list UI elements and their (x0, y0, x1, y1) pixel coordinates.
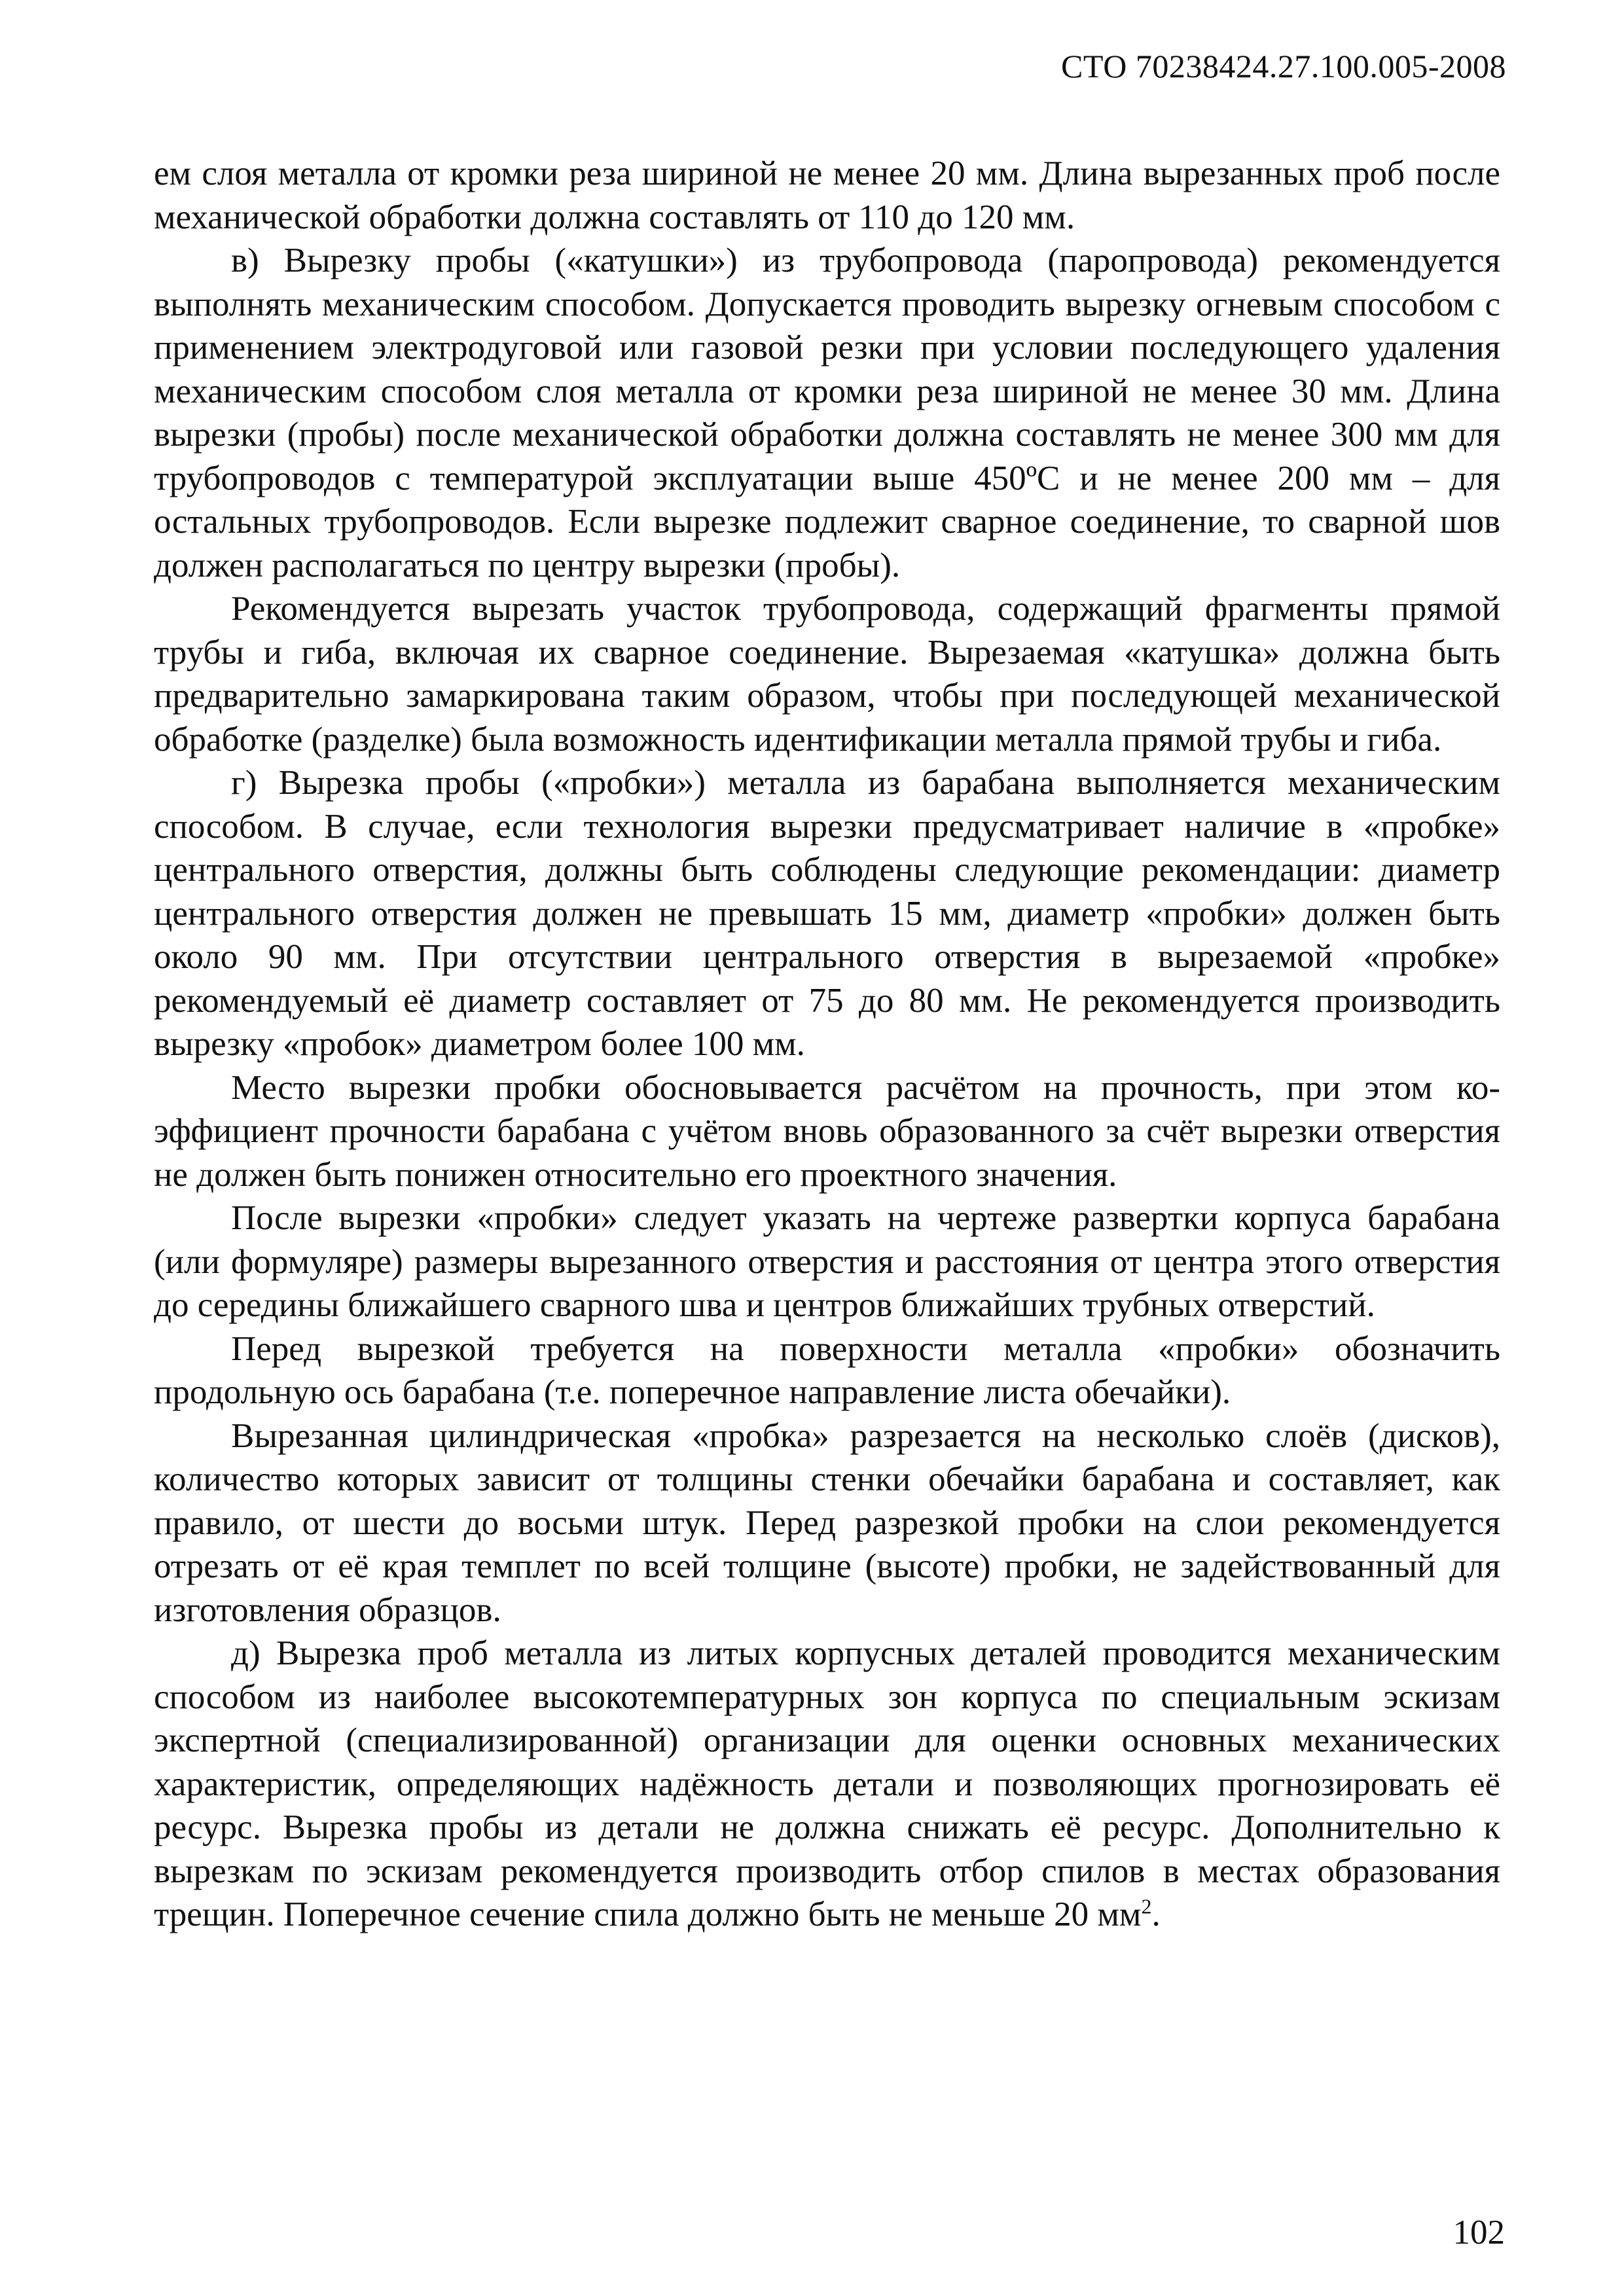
paragraph-9 (154, 1632, 1500, 1937)
paragraph-1: ем слоя металла от кромки реза шириной не менее 20 мм. Длина вырезанных проб после механической обработки должна составлять от 110 до 120 мм. (154, 154, 1500, 236)
paragraph-9-tail: . (1151, 1895, 1161, 1933)
paragraph-8: Вырезанная цилиндрическая «пробка» разрезается на несколько слоёв (дисков), количество которых зависит от толщины стенки обечайки барабана и составляет, как правило, от шести до восьми штук. Перед разрезкой пробки на слои рекомендуется отрезать от её края темплет по всей толщине (высоте) пробки, не задействованный для изготовления образцов. (154, 1416, 1500, 1629)
squared-superscript: 2 (1141, 1894, 1152, 1918)
paragraph-7: Перед вырезкой требуется на поверхности металла «пробки» обозначить продольную ось барабана (т.е. поперечное направление листа обечайки). (154, 1329, 1500, 1411)
document-body (154, 152, 1500, 1937)
page-number: 102 (1453, 2214, 1505, 2251)
paragraph-4: г) Вырезка пробы («пробки») металла из барабана выполняется механическим способом. В случае, если технология вырезки предусматривает наличие в «пробке» центрального отверстия, должны быть соблюдены следующие рекомендации: диаметр центрального отверстия должен не превышать 15 мм, диаметр «пробки» должен быть около 90 мм. При отсутствии центрального отверстия в вырезаемой «пробке» рекомендуемый её диаметр составляет от 75 до 80 мм. Не рекомендуется производить вырезку «пробок» диаметром более 100 мм. (154, 764, 1500, 1063)
paragraph-5: Место вырезки пробки обосновывается расчётом на прочность, при этом коэффициент прочности барабана с учётом вновь образованного за счёт вырезки отверстия не должен быть понижен относительно его проектного значения. (154, 1068, 1500, 1194)
paragraph-9-text: д) Вырезка проб металла из литых корпусных деталей проводится механическим способом из наиболее высокотемпературных зон корпуса по специальным эскизам экспертной (специализированной) организации для оценки основных механических характеристик, определяющих надёжность детали и позволяющих прогнозировать её ресурс. Вырезка пробы из детали не должна снижать её ресурс. Дополнительно к вырезкам по эскизам рекомендуется производить отбор спилов в местах образования трещин. Поперечное сечение спила должно быть не меньше 20 мм (154, 1634, 1500, 1933)
document-code-header: СТО 70238424.27.100.005-2008 (1061, 48, 1506, 84)
paragraph-6: После вырезки «пробки» следует указать на чертеже развертки корпуса барабана (или формуляре) размеры вырезанного отверстия и расстояния от центра этого отверстия до середины ближайшего сварного шва и центров ближайших трубных отверстий. (154, 1199, 1500, 1324)
paragraph-2: в) Вырезку пробы («катушки») из трубопровода (паропровода) рекомендуется выполнять механическим способом. Допускается проводить вырезку огневым способом с применением электродуговой или газовой резки при условии последующего удаления механическим способом слоя металла от кромки реза шириной не менее 30 мм. Длина вырезки (пробы) после механической обработки должна составлять не менее 300 мм для трубопроводов с температурой эксплуатации выше 450ºС и не менее 200 мм – для остальных трубопроводов. Если вырезке подлежит сварное соединение, то сварной шов должен располагаться по центру вырезки (пробы). (154, 242, 1500, 584)
paragraph-3: Рекомендуется вырезать участок трубопровода, содержащий фрагменты прямой трубы и гиба, включая их сварное соединение. Вырезаемая «катушка» должна быть предварительно замаркирована таким образом, чтобы при последующей механической обработке (разделке) была возможность идентификации металла прямой трубы и гиба. (154, 590, 1500, 759)
